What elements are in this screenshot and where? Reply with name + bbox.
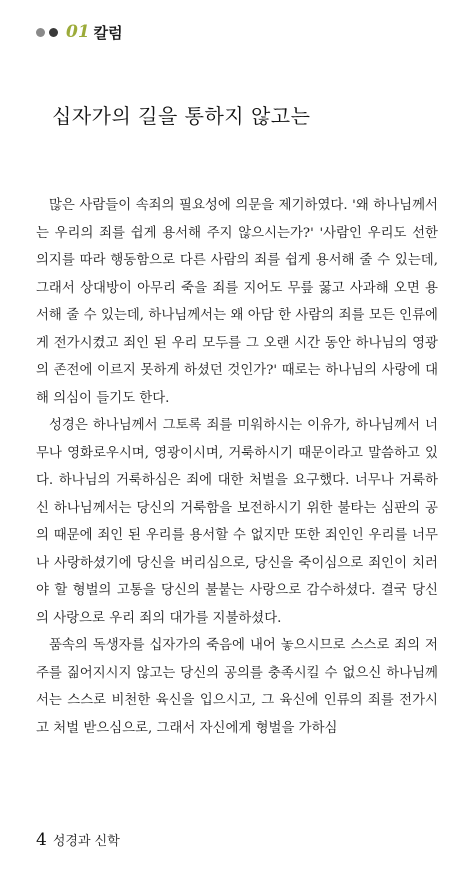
body-paragraph: 품속의 독생자를 십자가의 죽음에 내어 놓으시므로 스스로 죄의 저주를 짊어지시지 않고는 당신의 공의를 충족시킬 수 없으신 하나님께서는 스스로 비천한 육신을 입으시고, 그 육신에 인류의 죄를 전가시고 처벌 받으심으로, 그래서 자신에게 형벌을 가하심 <box>36 638 438 736</box>
article-body <box>36 192 438 742</box>
article-title: 십자가의 길을 통하지 않고는 <box>52 104 311 128</box>
bullet-dot-icon <box>49 28 58 37</box>
bullet-dot-icon <box>36 28 45 37</box>
publication-name: 성경과 신학 <box>52 834 120 849</box>
body-paragraph: 많은 사람들이 속죄의 필요성에 의문을 제기하였다. '왜 하나님께서는 우리의 죄를 쉽게 용서해 주지 않으시는가?' '사람인 우리도 선한 의지를 따라 행동함으로 다른 사람의 죄를 쉽게 용서해 줄 수 있는데, 그래서 상대방이 아무리 죽을 죄를 지어도 무릎 꿇고 사과해 오면 용서해 줄 수 있는데, 하나님께서는 왜 아담 한 사람의 죄를 모든 인류에게 전가시켰고 죄인 된 우리 모두를 그 오랜 시간 동안 하나님의 영광의 존전에 이르지 못하게 하셨던 것인가?' 때로는 하나님의 사랑에 대해 의심이 들기도 한다. <box>36 198 438 406</box>
page-footer <box>36 830 120 850</box>
body-paragraph: 성경은 하나님께서 그토록 죄를 미워하시는 이유가, 하나님께서 너무나 영화로우시며, 영광이시며, 거룩하시기 때문이라고 말씀하고 있다. 하나님의 거룩하심은 죄에 대한 처벌을 요구했다. 너무나 거룩하신 하나님께서는 당신의 거룩함을 보전하시기 위한 불타는 심판의 공의 때문에 죄인 된 우리를 용서할 수 없지만 또한 죄인인 우리를 너무나 사랑하셨기에 당신을 버리심으로, 당신을 죽이심으로 죄인이 치러야 할 형벌의 고통을 당신의 불붙는 사랑으로 감수하셨다. 결국 당신의 사랑으로 우리 죄의 대가를 지불하셨다. <box>36 418 438 626</box>
page-number: 4 <box>36 830 47 850</box>
section-header <box>36 20 123 44</box>
section-label: 칼럼 <box>93 23 123 42</box>
section-number: 01 <box>66 22 90 42</box>
